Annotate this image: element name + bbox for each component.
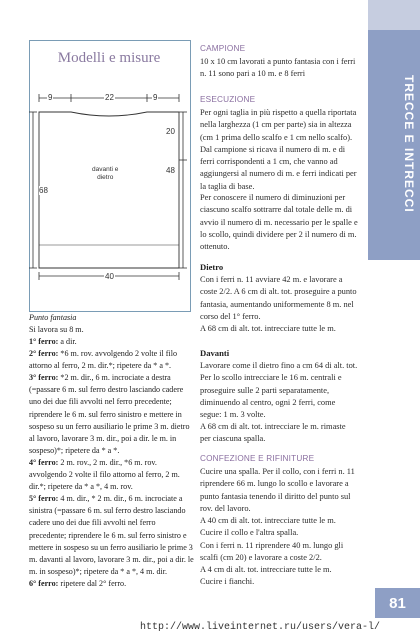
punto-rows <box>29 336 194 590</box>
davanti-text-2: A 68 cm di alt. tot. intrecciare le m. rimaste per ciascuna spalla. <box>200 422 346 444</box>
section-tab-label: TRECCE E INTRECCI <box>402 75 416 213</box>
punto-row-label: 6° ferro: <box>29 578 59 588</box>
davanti-heading: Davanti <box>200 348 230 358</box>
dim-width: 40 <box>105 272 114 281</box>
punto-heading: Punto fantasia <box>29 313 77 322</box>
dim-length: 68 <box>39 186 48 195</box>
punto-row <box>29 348 194 372</box>
punto-row-text: 2 m. rov., 2 m. dir., *6 m. rov. avvolgendo 2 volte il filo attorno al ferro, 2 m. dir.*; ripetere da * a *, 4 m. rov. <box>29 457 180 492</box>
dim-armhole: 20 <box>166 127 175 136</box>
esecuzione-text-2: Per conoscere il numero di diminuzioni per ciascuno scalfo sottrarre dal totale delle m. di avvio il numero di m. necessario per le spalle e lo scollo, quindi dividere per 2 il numero di m. ottenuto. <box>200 193 358 252</box>
punto-intro: Si lavora su 8 m. <box>29 325 84 334</box>
punto-row-text: 4 m. dir., * 2 m. dir., 6 m. incrociate a sinistra (=passare 6 m. sul ferro destro lasciando cadere uno dei due fili avvolti nel ferro precedente; riprendere le 6 m. sul ferro sinistro e mettere in sospeso su un ferro ausiliario le prime 3 m. davanti al lavoro, lavorare 3 m. dir., poi a dir. le m. in sospeso)*; ripetere da * a *, 4 m. dir. <box>29 494 194 576</box>
punto-row-label: 3° ferro: <box>29 373 59 383</box>
punto-row <box>29 336 194 348</box>
punto-row-label: 1° ferro: <box>29 337 59 346</box>
confezione-heading: CONFEZIONE E RIFINITURE <box>200 454 315 463</box>
confezione-text-4: A 4 cm di alt. tot. intrecciare tutte le m. <box>200 565 332 574</box>
punto-row-label: 4° ferro: <box>29 457 59 467</box>
confezione-text: Cucire una spalla. Per il collo, con i ferri n. 11 riprendere 66 m. lungo lo scollo e lavorare a punto fantasia tenendo il diritto del punto sul rov. del lavoro. <box>200 467 355 513</box>
schematic-title: Modelli e misure <box>57 50 161 66</box>
punto-row <box>29 493 194 578</box>
dim-shoulder-right: 9 <box>153 93 158 102</box>
punto-row-label: 2° ferro: <box>29 349 59 359</box>
dietro-heading: Dietro <box>200 262 224 272</box>
campione-text: 10 x 10 cm lavorati a punto fantasia con i ferri n. 11 sono pari a 10 m. e 8 ferri <box>200 57 356 79</box>
dim-shoulder-left: 9 <box>48 93 53 102</box>
davanti-text: Lavorare come il dietro fino a cm 64 di alt. tot. Per lo scollo intrecciare le 16 m. centrali e proseguire sulle 2 parti separatamente, diminuendo al centro, ogni 2 ferri, come segue: 1 m. 3 volte. <box>200 361 358 420</box>
dietro-text: Con i ferri n. 11 avviare 42 m. e lavorare a coste 2/2. A 6 cm di alt. tot. proseguire a punto fantasia, aumentando uniformemente 8 m. nel corso del 1° ferro. <box>200 275 357 321</box>
punto-row-text: a dir. <box>58 337 77 346</box>
confezione-text-3: Con i ferri n. 11 riprendere 40 m. lungo gli scalfi (cm 20) e lavorare a coste 2/2. <box>200 541 344 563</box>
punto-row-text: *2 m. dir., 6 m. incrociate a destra (=passare 6 m. sul ferro destro lasciando cadere uno dei due fili avvolti nel ferro precedente; riprendere le 6 m. sul ferro sinistro e mettere in sospeso su un ferro ausiliario le prime 3 m. dietro al lavoro, lavorare 3 m. dir., poi a dir. le m. in sospeso)*; ripetere da * a *. <box>29 373 190 455</box>
punto-row-text: *6 m. rov. avvolgendo 2 volte il filo attorno al ferro, 2 m. dir.*; ripetere da * a *. <box>29 349 178 371</box>
schematic-piece-label: davanti e dietro <box>92 166 119 181</box>
confezione-text-2: A 40 cm di alt. tot. intrecciare tutte le m. Cucire il collo e l'altra spalla. <box>200 516 336 538</box>
dim-neck: 22 <box>105 93 114 102</box>
punto-row <box>29 457 194 493</box>
esecuzione-text-1: Per ogni taglia in più rispetto a quella riportata nella larghezza (1 cm per parte) sia in altezza (cm 1 prima dello scalfo e 1 cm nello scalfo). Dal campione si ricava il numero di m. e di ferri corrispondenti a 1 cm, che vanno ad aggiungersi al numero di m. e ferri indicati per la taglia di base. <box>200 108 357 191</box>
punto-row-text: ripetere dal 2° ferro. <box>58 578 127 588</box>
dim-side: 48 <box>166 166 175 175</box>
page-number: 81 <box>375 588 420 618</box>
punto-row <box>29 578 194 590</box>
confezione-text-5: Cucire i fianchi. <box>200 577 255 586</box>
dietro-text-2: A 68 cm di alt. tot. intrecciare tutte le m. <box>200 324 336 333</box>
esecuzione-heading: ESECUZIONE <box>200 95 256 104</box>
punto-row <box>29 372 194 457</box>
punto-row-label: 5° ferro: <box>29 494 59 504</box>
campione-heading: CAMPIONE <box>200 44 246 53</box>
watermark-url: http://www.liveinternet.ru/users/vera-l/ <box>140 622 381 633</box>
